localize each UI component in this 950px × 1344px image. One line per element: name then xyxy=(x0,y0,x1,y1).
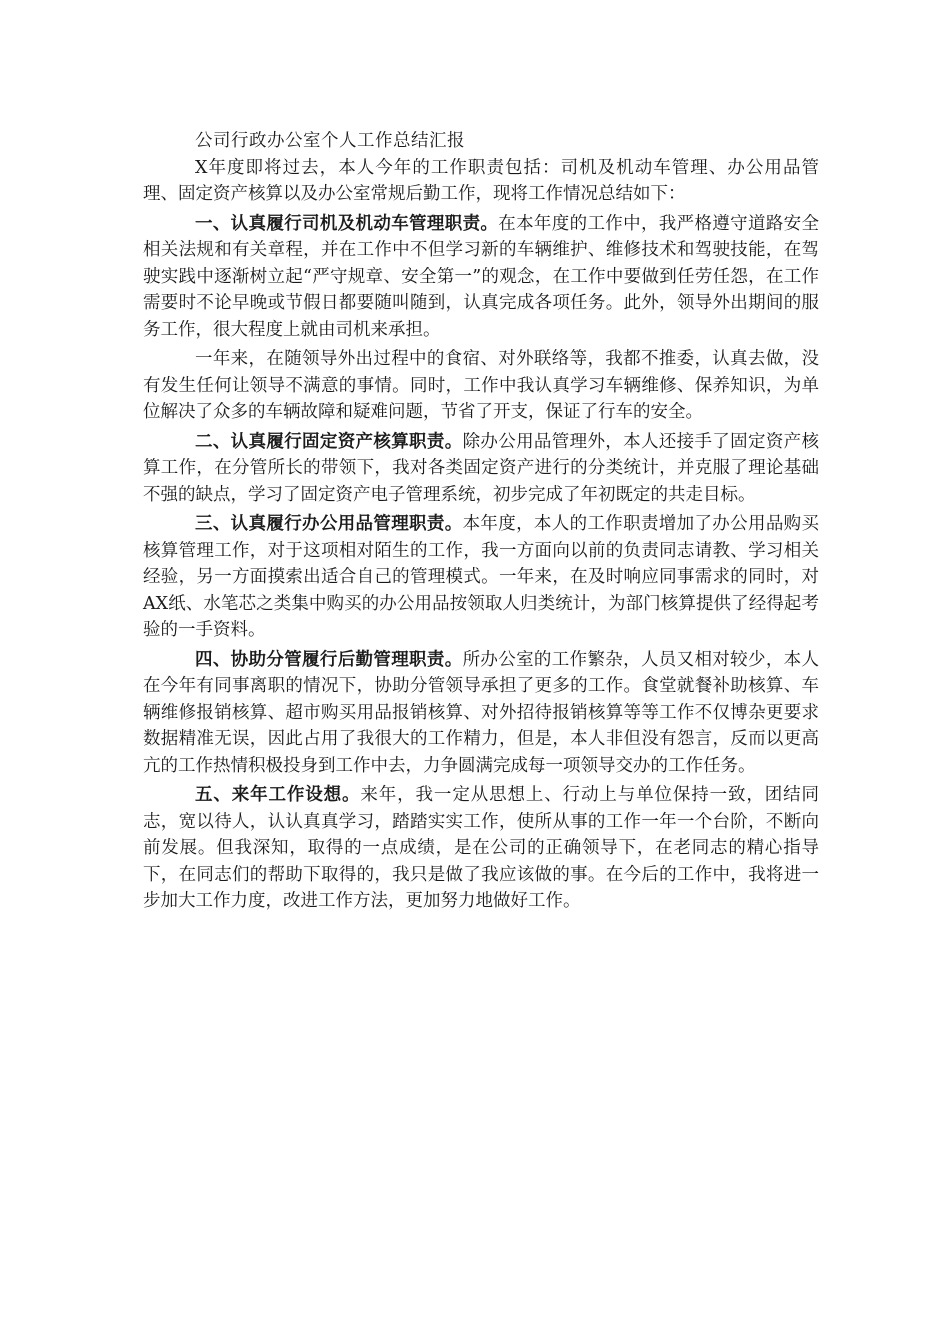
paragraph-text: 本年度，本人的工作职责增加了办公用品购买核算管理工作，对于这项相对陌生的工作，我一方面向以前的负责同志请教、学习相关经验，另一方面摸索出适合自己的管理模式。一年来，在及时响应同事需求的同时，对AX纸、水笔芯之类集中购买的办公用品按领取人归类统计，为部门核算提供了经得起考验的一手资料。 xyxy=(143,514,820,640)
paragraph-text: 来年，我一定从思想上、行动上与单位保持一致，团结同志，宽以待人，认认真真学习，踏踏实实工作，使所从事的工作一年一个台阶，不断向前发展。但我深知，取得的一点成绩，是在公司的正确领导下，在老同志的精心指导下，在同志们的帮助下取得的，我只是做了我应该做的事。在今后的工作中，我将进一步加大工作力度，改进工作方法，更加努力地做好工作。 xyxy=(143,785,820,911)
document-title: 公司行政办公室个人工作总结汇报 xyxy=(195,131,465,151)
paragraph-text: 所办公室的工作繁杂，人员又相对较少，本人在今年有同事离职的情况下，协助分管领导承担了更多的工作。食堂就餐补助核算、车辆维修报销核算、超市购买用品报销核算、对外招待报销核算等等工作不仅博杂更要求数据精准无误，因此占用了我很大的工作精力，但是，本人非但没有怨言，反而以更高亢的工作热情积极投身到工作中去，力争圆满完成每一项领导交办的工作任务。 xyxy=(143,649,820,776)
paragraph-heading: 五、来年工作设想。 xyxy=(195,785,361,805)
paragraph-section-4 xyxy=(143,647,819,780)
paragraph-heading: 四、协助分管履行后勤管理职责。 xyxy=(195,649,463,670)
paragraph-text: 除办公用品管理外，本人还接手了固定资产核算工作，在分管所长的带领下，我对各类固定资产进行的分类统计，并克服了理论基础不强的缺点，学习了固定资产电子管理系统，初步完成了年初既定的共走目标。 xyxy=(143,431,820,505)
paragraph-heading: 二、认真履行固定资产核算职责。 xyxy=(195,431,463,452)
paragraph-heading: 一、认真履行司机及机动车管理职责。 xyxy=(195,213,499,234)
paragraph-heading: 三、认真履行办公用品管理职责。 xyxy=(195,514,463,534)
document-body xyxy=(143,128,819,918)
paragraph-section-5 xyxy=(143,782,819,915)
paragraph-text: 一年来，在随领导外出过程中的食宿、对外联络等，我都不推委，认真去做，没有发生任何让领导不满意的事情。同时，工作中我认真学习车辆维修、保养知识，为单位解决了众多的车辆故障和疑难问题，节省了开支，保证了行车的安全。 xyxy=(143,349,819,422)
paragraph-intro xyxy=(143,155,819,208)
paragraph-section-3 xyxy=(143,511,819,644)
paragraph-section-1-continued xyxy=(143,346,819,426)
paragraph-text: X年度即将过去，本人今年的工作职责包括：司机及机动车管理、办公用品管理、固定资产核算以及办公室常规后勤工作，现将工作情况总结如下： xyxy=(143,157,819,204)
paragraph-section-2 xyxy=(143,429,819,509)
paragraph-text: 在本年度的工作中，我严格遵守道路安全相关法规和有关章程，并在工作中不但学习新的车辆维护、维修技术和驾驶技能，在驾驶实践中逐渐树立起“严守规章、安全第一”的观念，在工作中要做到任劳任怨，在工作需要时不论早晚或节假日都要随叫随到，认真完成各项任务。此外，领导外出期间的服务工作，很大程度上就由司机来承担。 xyxy=(143,213,819,340)
paragraph-section-1 xyxy=(143,211,819,344)
